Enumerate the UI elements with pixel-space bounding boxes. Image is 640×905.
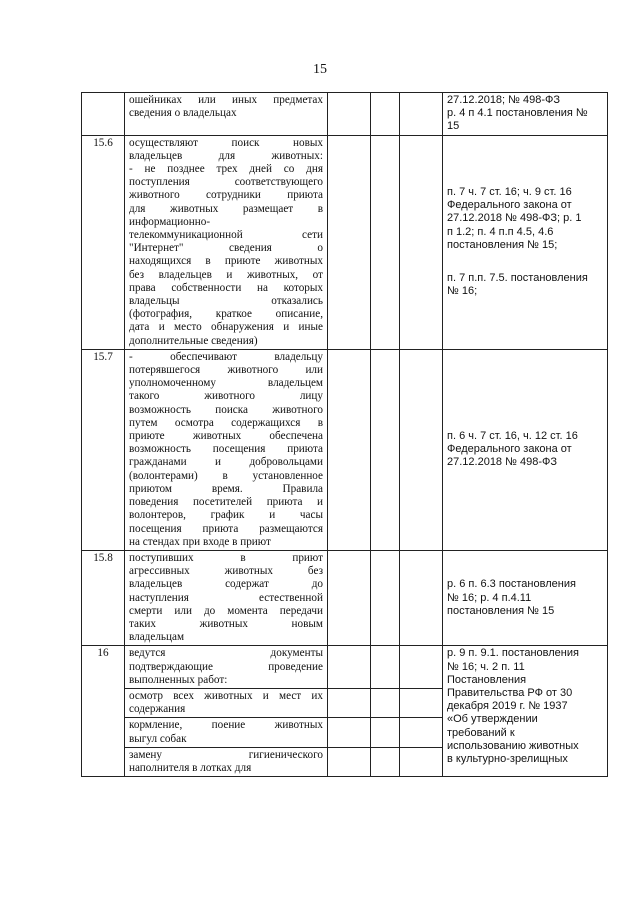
text-line: посещения приюта размещаются — [129, 522, 323, 535]
text-line: п. 6 ч. 7 ст. 16, ч. 12 ст. 16 — [447, 430, 578, 443]
mark-cell-yes[interactable] — [328, 747, 371, 776]
text-line: замену гигиенического — [129, 748, 323, 761]
text-line: (волонтерами) в установленное — [129, 469, 323, 482]
text-line: декабря 2019 г. № 1937 — [447, 700, 568, 713]
table-row — [82, 135, 608, 349]
text-line: волонтеров, график и часы — [129, 509, 323, 522]
text-line: на стендах при входе в приют — [129, 535, 271, 548]
text-line: п. 7 п.п. 7.5. постановления — [447, 272, 588, 285]
text-line: телекоммуникационной сети — [129, 229, 323, 242]
text-line: кормление, поение животных — [129, 719, 323, 732]
mark-cell-no[interactable] — [371, 550, 400, 645]
requirement-cell — [125, 550, 328, 645]
mark-cell-yes[interactable] — [328, 349, 371, 550]
mark-cell-yes[interactable] — [328, 550, 371, 645]
mark-cell-yes[interactable] — [328, 93, 371, 136]
text-line: выгул собак — [129, 732, 187, 745]
mark-cell-no[interactable] — [371, 646, 400, 689]
table-row — [82, 93, 608, 136]
legal-reference-cell — [443, 550, 608, 645]
legal-reference-cell — [443, 135, 608, 349]
text-line: поступления соответствующего — [129, 176, 323, 189]
text-line: - не позднее трех дней со дня — [129, 163, 323, 176]
row-number-cell — [82, 93, 125, 136]
text-line: ведутся документы — [129, 647, 323, 660]
text-line: в культурно-зрелищных — [447, 752, 568, 765]
text-line: владельцев для животных: — [129, 149, 323, 162]
mark-cell-no[interactable] — [371, 93, 400, 136]
text-line: уполномоченному владельцем — [129, 377, 323, 390]
text-line: Федерального закона от — [447, 199, 572, 212]
table-row — [82, 349, 608, 550]
table-row — [82, 550, 608, 645]
text-line: подтверждающие проведение — [129, 660, 323, 673]
text-line: постановления № 15 — [447, 604, 555, 617]
row-number-cell: 16 — [82, 646, 125, 777]
mark-cell-no[interactable] — [371, 688, 400, 717]
text-line: наполнителя в лотках для — [129, 761, 252, 774]
text-line: таких животных новым — [129, 617, 323, 630]
mark-cell-no[interactable] — [371, 135, 400, 349]
text-line: использованию животных — [447, 739, 579, 752]
requirement-cell — [125, 93, 328, 136]
text-line: поведения посетителей приюта и — [129, 496, 323, 509]
text-line: гражданами и добровольцами — [129, 456, 323, 469]
text-line: 15 — [447, 120, 460, 133]
text-line: выполненных работ: — [129, 673, 228, 686]
text-line: - обеспечивают владельцу — [129, 350, 323, 363]
text-line: (фотография, краткое описание, — [129, 308, 323, 321]
text-line: № 16; — [447, 285, 478, 298]
text-line: "Интернет" сведения о — [129, 242, 323, 255]
text-line: информационно- — [129, 215, 211, 228]
text-line: № 16; р. 4 п.4.11 — [447, 591, 532, 604]
requirement-cell — [125, 135, 328, 349]
legal-reference-cell — [443, 349, 608, 550]
text-line: дополнительные сведения) — [129, 334, 258, 347]
text-line: приютом время. Правила — [129, 482, 323, 495]
row-number-cell: 15.8 — [82, 550, 125, 645]
requirement-cell — [125, 646, 328, 689]
mark-cell-yes[interactable] — [328, 688, 371, 717]
mark-cell-na[interactable] — [400, 688, 443, 717]
text-line: Правительства РФ от 30 — [447, 686, 573, 699]
text-line: поступивших в приют — [129, 551, 323, 564]
text-line: наступления естественной — [129, 591, 323, 604]
text-line: 27.12.2018; № 498-ФЗ — [447, 94, 561, 106]
text-line: осмотр всех животных и мест их — [129, 689, 323, 702]
mark-cell-yes[interactable] — [328, 718, 371, 747]
text-line: такого животного лицу — [129, 390, 323, 403]
text-line: п. 7 ч. 7 ст. 16; ч. 9 ст. 16 — [447, 186, 572, 199]
text-line: потерявшегося животного или — [129, 364, 323, 377]
text-line: № 16; ч. 2 п. 11 — [447, 660, 525, 673]
row-number-cell: 15.7 — [82, 349, 125, 550]
text-line: владельцам — [129, 631, 185, 644]
legal-reference-cell — [443, 646, 608, 777]
mark-cell-yes[interactable] — [328, 646, 371, 689]
mark-cell-yes[interactable] — [328, 135, 371, 349]
mark-cell-no[interactable] — [371, 747, 400, 776]
text-line: находящихся в приюте животных — [129, 255, 323, 268]
requirement-cell — [125, 349, 328, 550]
text-line: р. 4 п 4.1 постановления № — [447, 107, 588, 120]
text-line: содержания — [129, 703, 186, 716]
text-line: смерти или до момента передачи — [129, 604, 323, 617]
mark-cell-na[interactable] — [400, 135, 443, 349]
mark-cell-na[interactable] — [400, 747, 443, 776]
mark-cell-na[interactable] — [400, 646, 443, 689]
text-line: животного сотрудники приюта — [129, 189, 323, 202]
row-number-cell: 15.6 — [82, 135, 125, 349]
text-line: Постановления — [447, 673, 527, 686]
text-line: возможность поиска животного — [129, 403, 323, 416]
requirement-subitem-cell — [125, 747, 328, 776]
mark-cell-na[interactable] — [400, 93, 443, 136]
page-number: 15 — [313, 62, 327, 77]
requirement-subitem-cell — [125, 688, 328, 717]
text-line: 27.12.2018 № 498-ФЗ; р. 1 — [447, 212, 582, 225]
mark-cell-no[interactable] — [371, 349, 400, 550]
text-line: путем осмотра содержащихся в — [129, 416, 323, 429]
text-line: ошейниках или иных предметах — [129, 94, 323, 106]
mark-cell-na[interactable] — [400, 550, 443, 645]
legal-reference-cell — [443, 93, 608, 136]
text-line: п 1.2; п. 4 п.п 4.5, 4.6 — [447, 225, 554, 238]
text-line: требований к — [447, 726, 515, 739]
text-line: агрессивных животных без — [129, 565, 323, 578]
text-line: 27.12.2018 № 498-ФЗ — [447, 456, 557, 469]
text-line: приюте животных обеспечена — [129, 430, 323, 443]
text-line: осуществляют поиск новых — [129, 136, 323, 149]
checklist-table — [81, 92, 608, 777]
text-line: возможность посещения приюта — [129, 443, 323, 456]
text-line: «Об утверждении — [447, 713, 538, 726]
text-line: владельцы отказались — [129, 295, 323, 308]
mark-cell-no[interactable] — [371, 718, 400, 747]
mark-cell-na[interactable] — [400, 718, 443, 747]
text-line: Федерального закона от — [447, 443, 572, 456]
text-line: р. 6 п. 6.3 постановления — [447, 578, 576, 591]
text-line: владельцев содержат до — [129, 578, 323, 591]
text-line: права собственности на которых — [129, 281, 323, 294]
text-line: без владельцев и животных, от — [129, 268, 323, 281]
text-line: р. 9 п. 9.1. постановления — [447, 647, 579, 660]
text-line: сведения о владельцах — [129, 107, 237, 120]
text-line: для животных размещает в — [129, 202, 323, 215]
table-row — [82, 646, 608, 689]
text-line: дата и место обнаружения и иные — [129, 321, 323, 334]
mark-cell-na[interactable] — [400, 349, 443, 550]
requirement-subitem-cell — [125, 718, 328, 747]
text-line: постановления № 15; — [447, 238, 558, 251]
